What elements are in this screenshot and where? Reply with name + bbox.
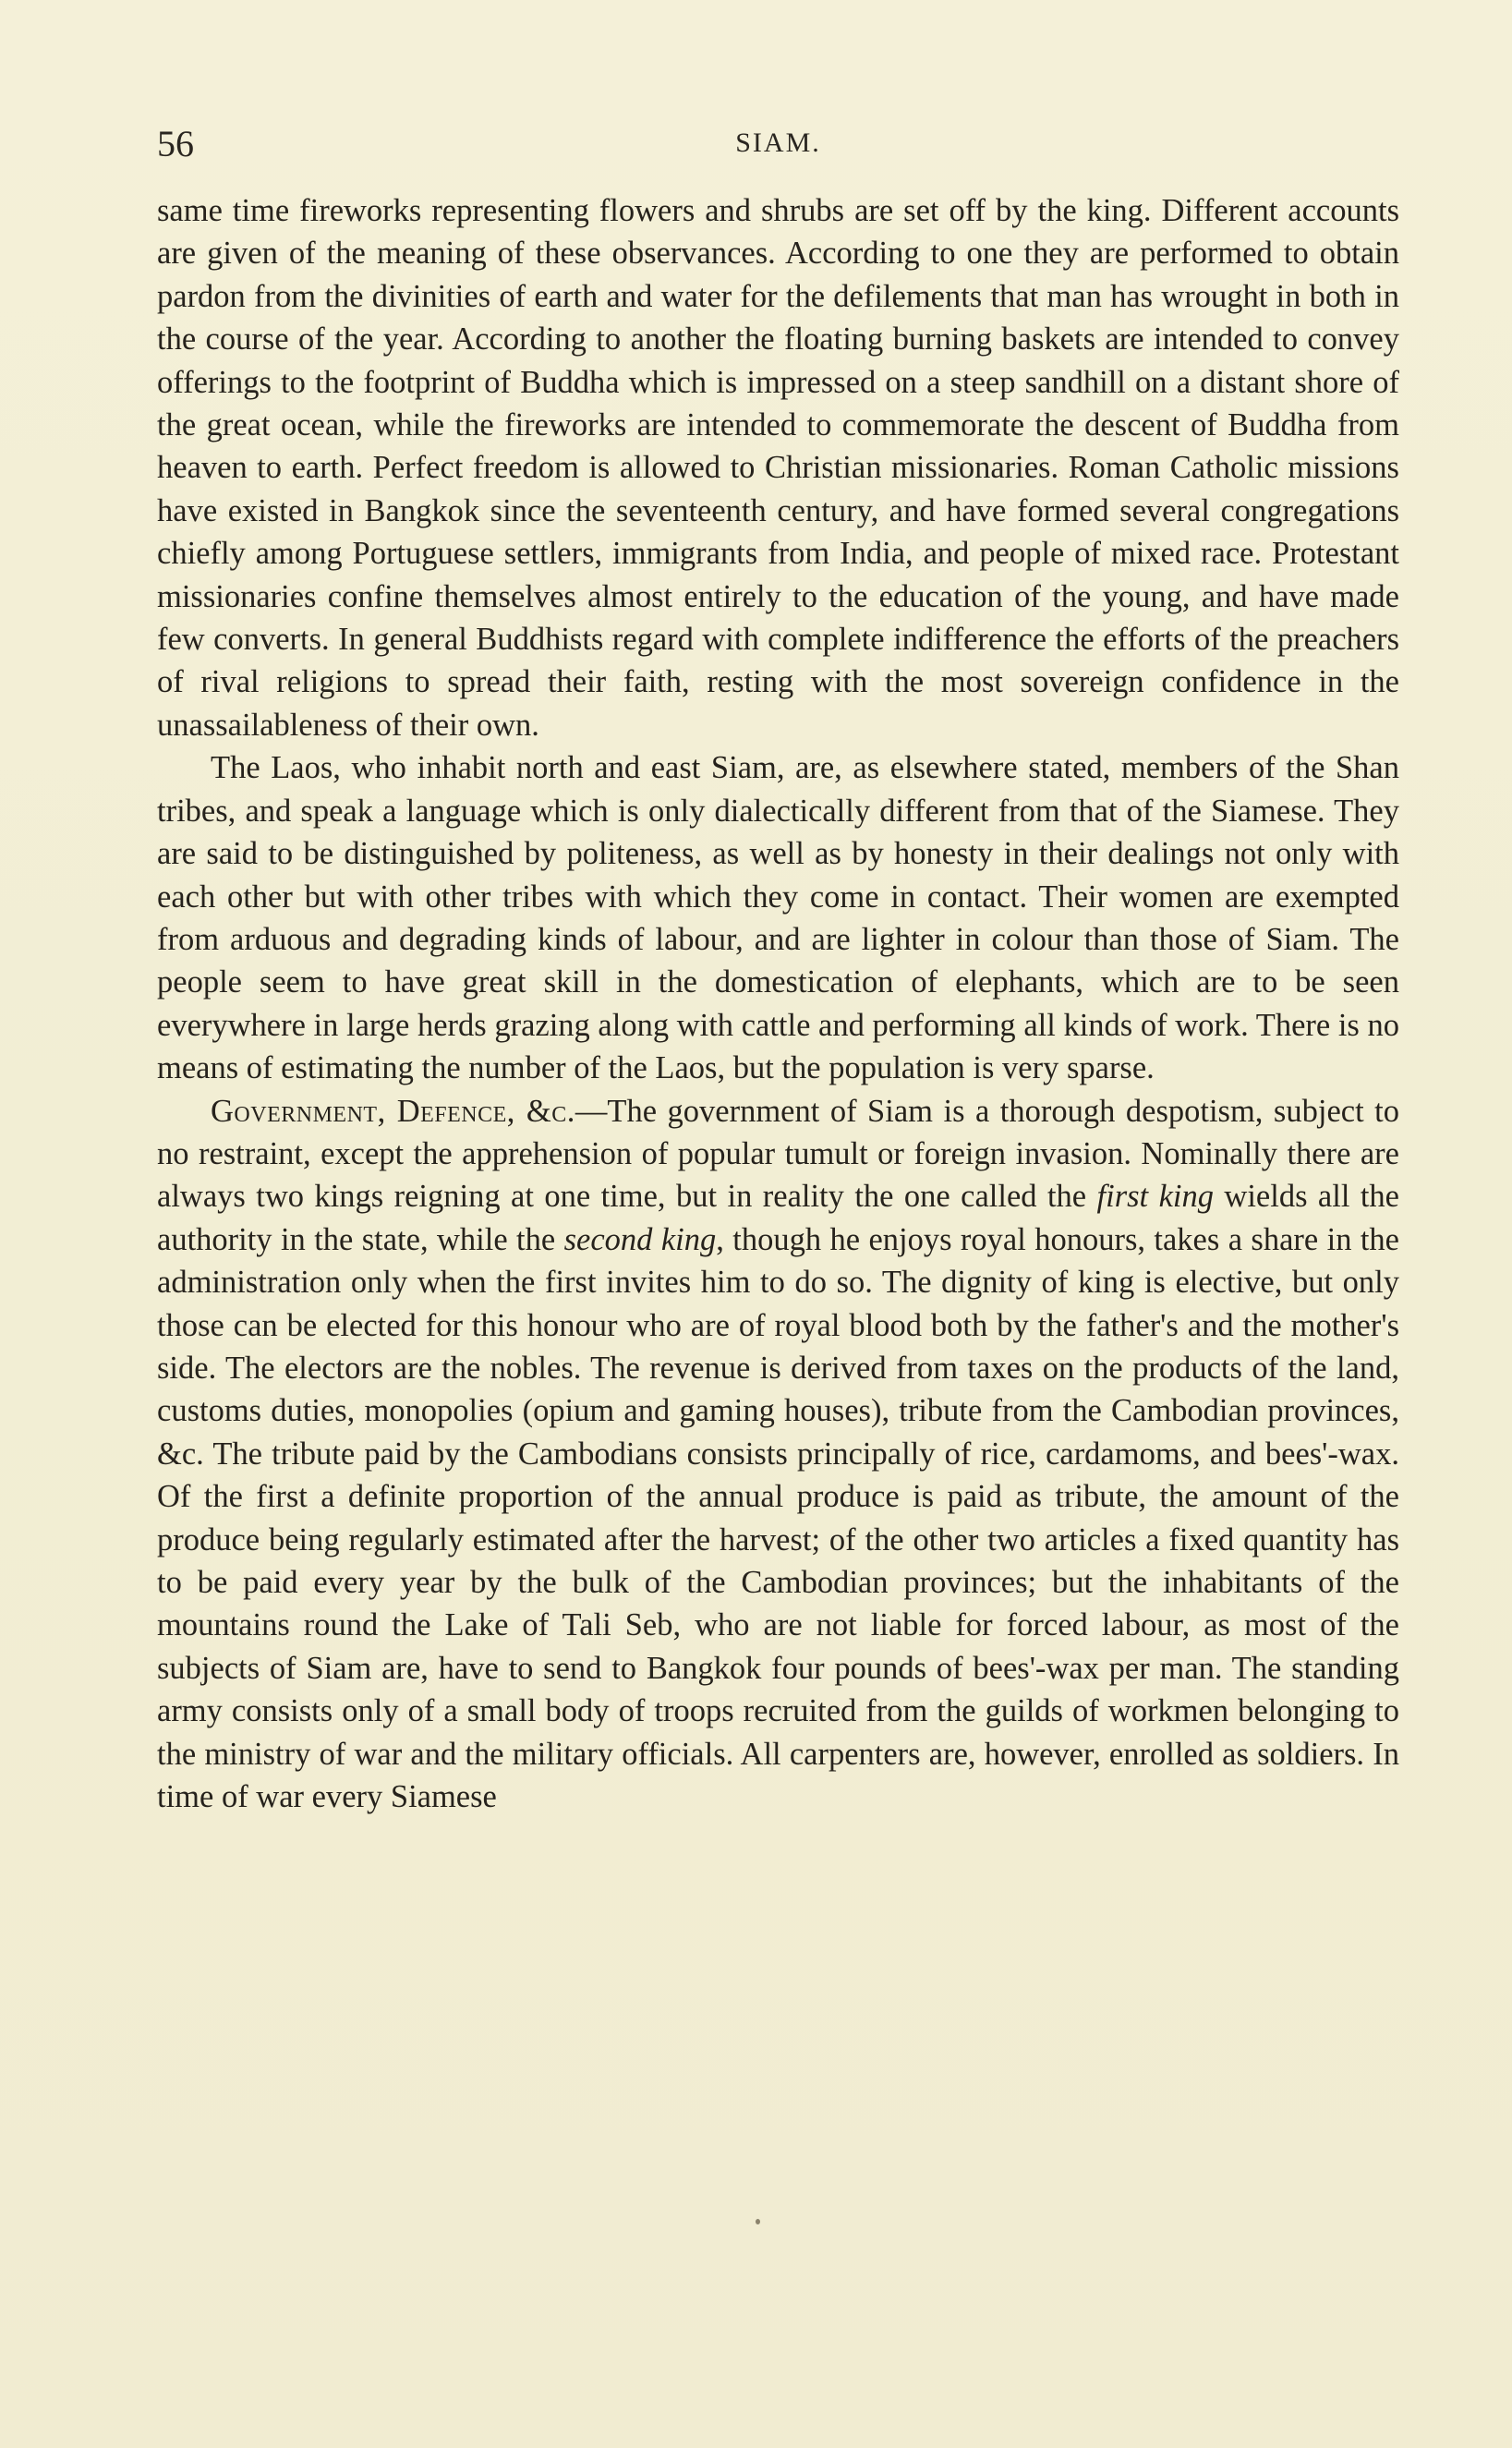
section-heading: Government, Defence, &c. — [211, 1093, 575, 1129]
paragraph-continuation: same time fireworks representing flowers and shrubs are set off by the king. Different accounts are given of the meaning of these observances. According to one they are performed to obtain pardon from the divinities of earth and water for the defilements that man has wrought in both in the course of the year. According to another the floating burning baskets are intended to convey offerings to the footprint of Buddha which is impressed on a steep sandhill on a distant shore of the great ocean, while the fireworks are intended to commemorate the descent of Buddha from heaven to earth. Perfect freedom is allowed to Christian missionaries. Roman Catholic missions have existed in Bangkok since the seventeenth century, and have formed several congregations chiefly among Portuguese settlers, immigrants from India, and people of mixed race. Protestant missionaries confine themselves almost entirely to the education of the young, and have made few converts. In general Buddhists regard with complete indifference the efforts of the preachers of rival religions to spread their faith, resting with the most sovereign confidence in the unassailableness of their own. — [157, 193, 1399, 743]
page-number: 56 — [157, 123, 194, 164]
italic-term: second king — [563, 1221, 717, 1257]
paragraph-text: , though he enjoys royal honours, takes a share in the administration only when the first invites him to do so. The dignity of king is elective, but only those can be elected for this honour who are of royal blood both by the father's and the mother's side. The electors are the nobles. The revenue is derived from taxes on the products of the land, customs duties, monopolies (opium and gaming houses), tribute from the Cambodian provinces, &c. The tribute paid by the Cambodians consists principally of rice, cardamoms, and bees'-wax. Of the first a definite proportion of the annual produce is paid as tribute, the amount of the produce being regularly estimated after the harvest; of the other two articles a fixed quantity has to be paid every year by the bulk of the Cambodian provinces; but the inhabitants of the mountains round the Lake of Tali Seb, who are not liable for forced labour, as most of the subjects of Siam are, have to send to Bangkok four pounds of bees'-wax per man. The standing army consists only of a small body of troops recruited from the guilds of workmen belonging to the ministry of war and the military officials. All carpenters are, however, enrolled as soldiers. In time of war every Siamese — [157, 1221, 1400, 1815]
paragraph-government — [157, 1090, 1399, 1819]
body-text — [157, 189, 1399, 1818]
page-header — [157, 122, 1399, 168]
running-head: SIAM. — [735, 127, 821, 158]
print-speck — [756, 2219, 760, 2224]
paragraph-text: wields all the authority in the state, while the — [157, 1179, 1399, 1257]
paragraph-laos: The Laos, who inhabit north and east Siam, are, as elsewhere stated, members of the Shan tribes, and speak a language which is only dialectically different from that of the Siamese. They are said to be distinguished by politeness, as well as by honesty in their dealings not only with each other but with other tribes with which they come in contact. Their women are exempted from arduous and degrading kinds of labour, and are lighter in colour than those of Siam. The people seem to have great skill in the domestication of elephants, which are to be seen everywhere in large herds grazing along with cattle and performing all kinds of work. There is no means of estimating the number of the Laos, but the population is very sparse. — [157, 750, 1399, 1086]
paragraph-text: —The government of Siam is a thorough despotism, subject to no restraint, except the apprehension of popular tumult or foreign invasion. Nominally there are always two kings reigning at one time, but in reality the one called the — [157, 1093, 1399, 1215]
italic-term: first king — [1096, 1179, 1214, 1215]
